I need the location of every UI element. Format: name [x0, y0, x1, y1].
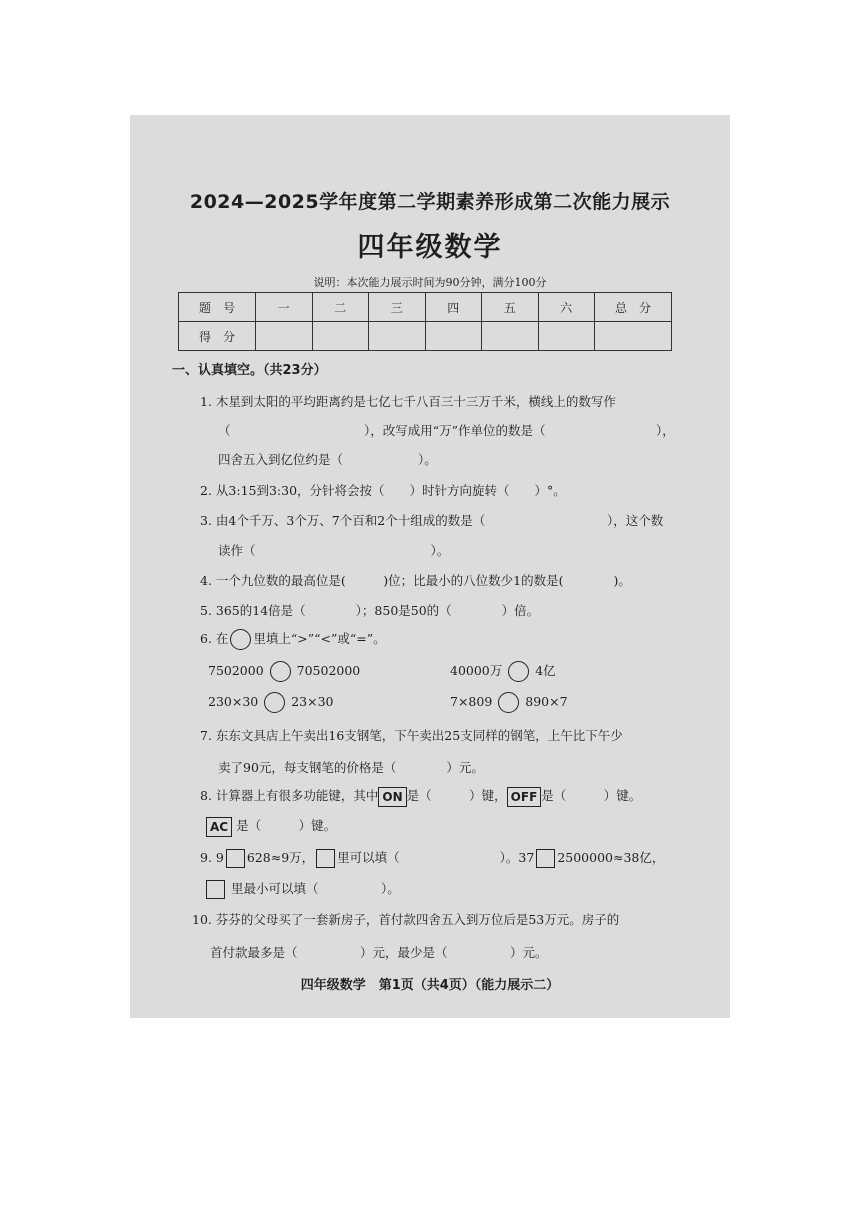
question-9-line-1 [200, 848, 664, 868]
circle-blank-icon [508, 661, 529, 682]
score-cell [256, 322, 313, 351]
question-9-text: 9. 9 [200, 850, 224, 865]
compare-item [208, 661, 360, 682]
circle-blank-icon [264, 692, 285, 713]
score-cell [538, 322, 595, 351]
question-8-text: 是（ ）键。 [541, 788, 642, 803]
question-8-text: 8. 计算器上有很多功能键，其中 [200, 788, 379, 803]
question-9-line-2 [204, 879, 400, 899]
off-key-icon: OFF [507, 787, 542, 807]
score-cell [312, 322, 369, 351]
question-4: 4. 一个九位数的最高位是( )位；比最小的八位数少1的数是( )。 [200, 573, 631, 588]
compare-left: 230×30 [208, 694, 259, 709]
square-blank-icon [226, 849, 245, 868]
compare-left: 7502000 [208, 663, 264, 678]
question-1-line-2-open: （ [218, 423, 231, 438]
compare-right: 70502000 [296, 663, 361, 678]
question-8-line-1 [200, 786, 641, 807]
circle-blank-icon [498, 692, 519, 713]
square-blank-icon [206, 880, 225, 899]
section-1-heading: 一、认真填空。（共23分） [172, 363, 327, 378]
compare-item [208, 692, 334, 713]
score-table [178, 292, 672, 351]
on-key-icon: ON [378, 787, 406, 807]
question-9-text: 里最小可以填（ ）。 [230, 881, 400, 896]
question-6-prefix: 6. 在 [200, 631, 229, 646]
question-8-text: 是（ ）键， [406, 788, 507, 803]
square-blank-icon [316, 849, 335, 868]
question-1-line-3: 四舍五入到亿位约是（ ）。 [218, 452, 437, 467]
question-1-line-1: 1. 木星到太阳的平均距离约是七亿七千八百三十三万千米，横线上的数写作 [200, 394, 616, 409]
compare-left: 7×809 [450, 694, 493, 709]
column-1: 一 [256, 293, 313, 322]
question-6-suffix: 里填上“>”“<”或“=”。 [253, 631, 386, 646]
compare-right: 4亿 [535, 663, 556, 678]
circle-blank-icon [230, 629, 251, 650]
compare-item [450, 692, 568, 713]
score-table-score-row [179, 322, 672, 351]
column-6: 六 [538, 293, 595, 322]
question-1-line-2-mid: ），改写成用“万”作单位的数是（ [364, 423, 546, 438]
score-cell [482, 322, 539, 351]
question-1-line-2-end: ）， [656, 423, 675, 438]
compare-right: 890×7 [525, 694, 568, 709]
question-10-line-1: 10. 芬芬的父母买了一套新房子，首付款四舍五入到万位后是53万元。房子的 [192, 912, 620, 927]
column-5: 五 [482, 293, 539, 322]
question-9-text: 628≈9万， [246, 850, 315, 865]
question-2: 2. 从3:15到3:30，分针将会按（ ）时针方向旋转（ ）°。 [200, 483, 566, 498]
score-cell [425, 322, 482, 351]
question-9-text: 里可以填（ ）。37 [337, 850, 535, 865]
question-10-line-2: 首付款最多是（ ）元，最少是（ ）元。 [210, 945, 548, 960]
circle-blank-icon [270, 661, 291, 682]
score-label: 得 分 [179, 322, 256, 351]
score-table-header-row [179, 293, 672, 322]
compare-right: 23×30 [291, 694, 334, 709]
header-label: 题 号 [179, 293, 256, 322]
exam-note: 说明：本次能力展示时间为90分钟，满分100分 [313, 276, 547, 289]
total-label: 总 分 [595, 293, 672, 322]
exam-title: 2024—2025学年度第二学期素养形成第二次能力展示 [189, 191, 671, 213]
question-8-line-2 [206, 816, 336, 837]
page-footer: 四年级数学 第1页（共4页）（能力展示二） [300, 978, 560, 993]
question-3-line-1-end: ），这个数 [607, 513, 664, 528]
question-3-line-1: 3. 由4个千万、3个万、7个百和2个十组成的数是（ [200, 513, 486, 528]
score-cell [369, 322, 426, 351]
question-3-line-2: 读作（ ）。 [218, 543, 450, 558]
question-6 [200, 629, 386, 650]
question-5: 5. 365的14倍是（ ）；850是50的（ ）倍。 [200, 603, 540, 618]
question-7-line-1: 7. 东东文具店上午卖出16支钢笔，下午卖出25支同样的钢笔，上午比下午少 [200, 728, 623, 743]
compare-item [450, 661, 556, 682]
square-blank-icon [536, 849, 555, 868]
compare-left: 40000万 [450, 663, 503, 678]
column-3: 三 [369, 293, 426, 322]
ac-key-icon: AC [206, 817, 232, 837]
question-9-text: 2500000≈38亿， [557, 850, 665, 865]
column-2: 二 [312, 293, 369, 322]
exam-subtitle: 四年级数学 [357, 232, 503, 263]
exam-paper [130, 115, 730, 1018]
score-cell [595, 322, 672, 351]
column-4: 四 [425, 293, 482, 322]
question-7-line-2: 卖了90元，每支钢笔的价格是（ ）元。 [218, 760, 484, 775]
question-8-text: 是（ ）键。 [236, 818, 337, 833]
